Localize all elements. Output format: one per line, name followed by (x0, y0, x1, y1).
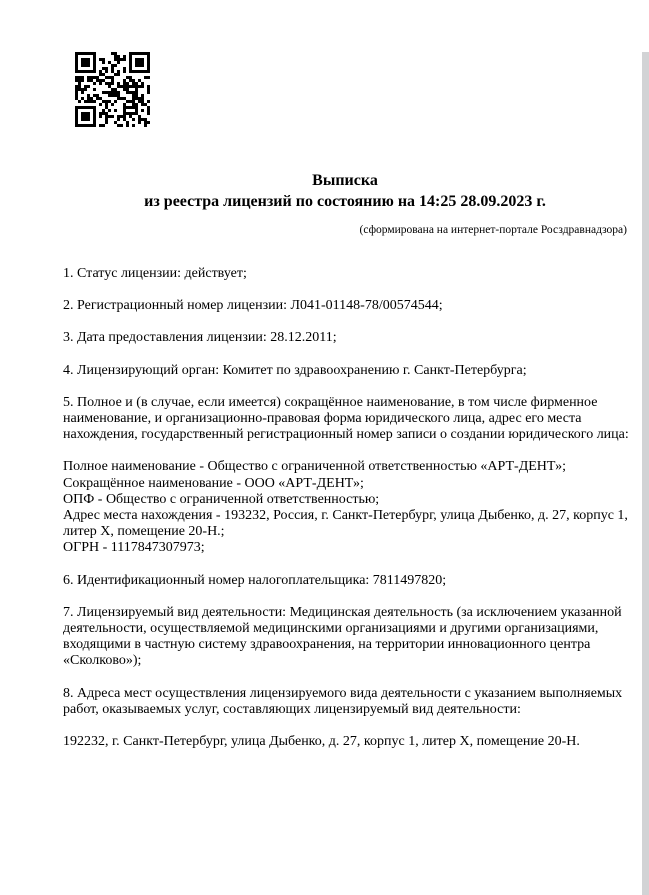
paragraph-license-date: 3. Дата предоставления лицензии: 28.12.2011; (63, 330, 337, 346)
paragraph-license-status: 1. Статус лицензии: действует; (63, 266, 247, 281)
paragraph-activity-addresses-intro: 8. Адреса мест осуществления лицензируемого вида деятельности с указанием выполняемых работ, оказываемых услуг, составляющих лицензируемый вид деятельности: (63, 685, 623, 717)
document-subtitle: (сформирована на интернет-портале Росздравнадзора) (359, 224, 627, 236)
paragraph-org-details: Полное наименование - Общество с ограниченной ответственностью «АРТ-ДЕНТ»; Сокращённое наименование - ООО «АРТ-ДЕНТ»; ОПФ - Общество с ограниченной ответственностью; Адрес места нахождения - 193232, Россия, г. Санкт-Петербург, улица Дыбенко, д. 27, корпус 1, литер Х, помещение 20-Н.; ОГРН - 1117847307973; (63, 459, 628, 556)
qr-code (75, 52, 150, 127)
paragraph-registration-number: 2. Регистрационный номер лицензии: Л041-01148-78/00574544; (63, 298, 443, 314)
document-page (0, 52, 649, 895)
document-content (63, 170, 627, 750)
document-title: Выписка из реестра лицензий по состоянию на 14:25 28.09.2023 г. (144, 172, 546, 210)
paragraph-activity-type: 7. Лицензируемый вид деятельности: Медицинская деятельность (за исключением указанной деятельности, осуществляемой медицинскими организациями и другими организациями, входящими в частную систему здравоохранения, на территории инновационного центра «Сколково»); (63, 604, 622, 669)
paragraph-activity-address: 192232, г. Санкт-Петербург, улица Дыбенко, д. 27, корпус 1, литер Х, помещение 20-Н. (63, 734, 580, 750)
paragraph-org-names-intro: 5. Полное и (в случае, если имеется) сокращённое наименование, в том числе фирменное наименование, и организационно-правовая форма юридического лица, адрес его места нахождения, государственный регистрационный номер записи о создании юридического лица: (63, 394, 629, 443)
page-edge-strip (642, 52, 649, 895)
paragraph-licensing-authority: 4. Лицензирующий орган: Комитет по здравоохранению г. Санкт-Петербурга; (63, 362, 527, 378)
paragraph-taxpayer-number: 6. Идентификационный номер налогоплательщика: 7811497820; (63, 572, 447, 588)
qr-code-image (75, 52, 150, 127)
